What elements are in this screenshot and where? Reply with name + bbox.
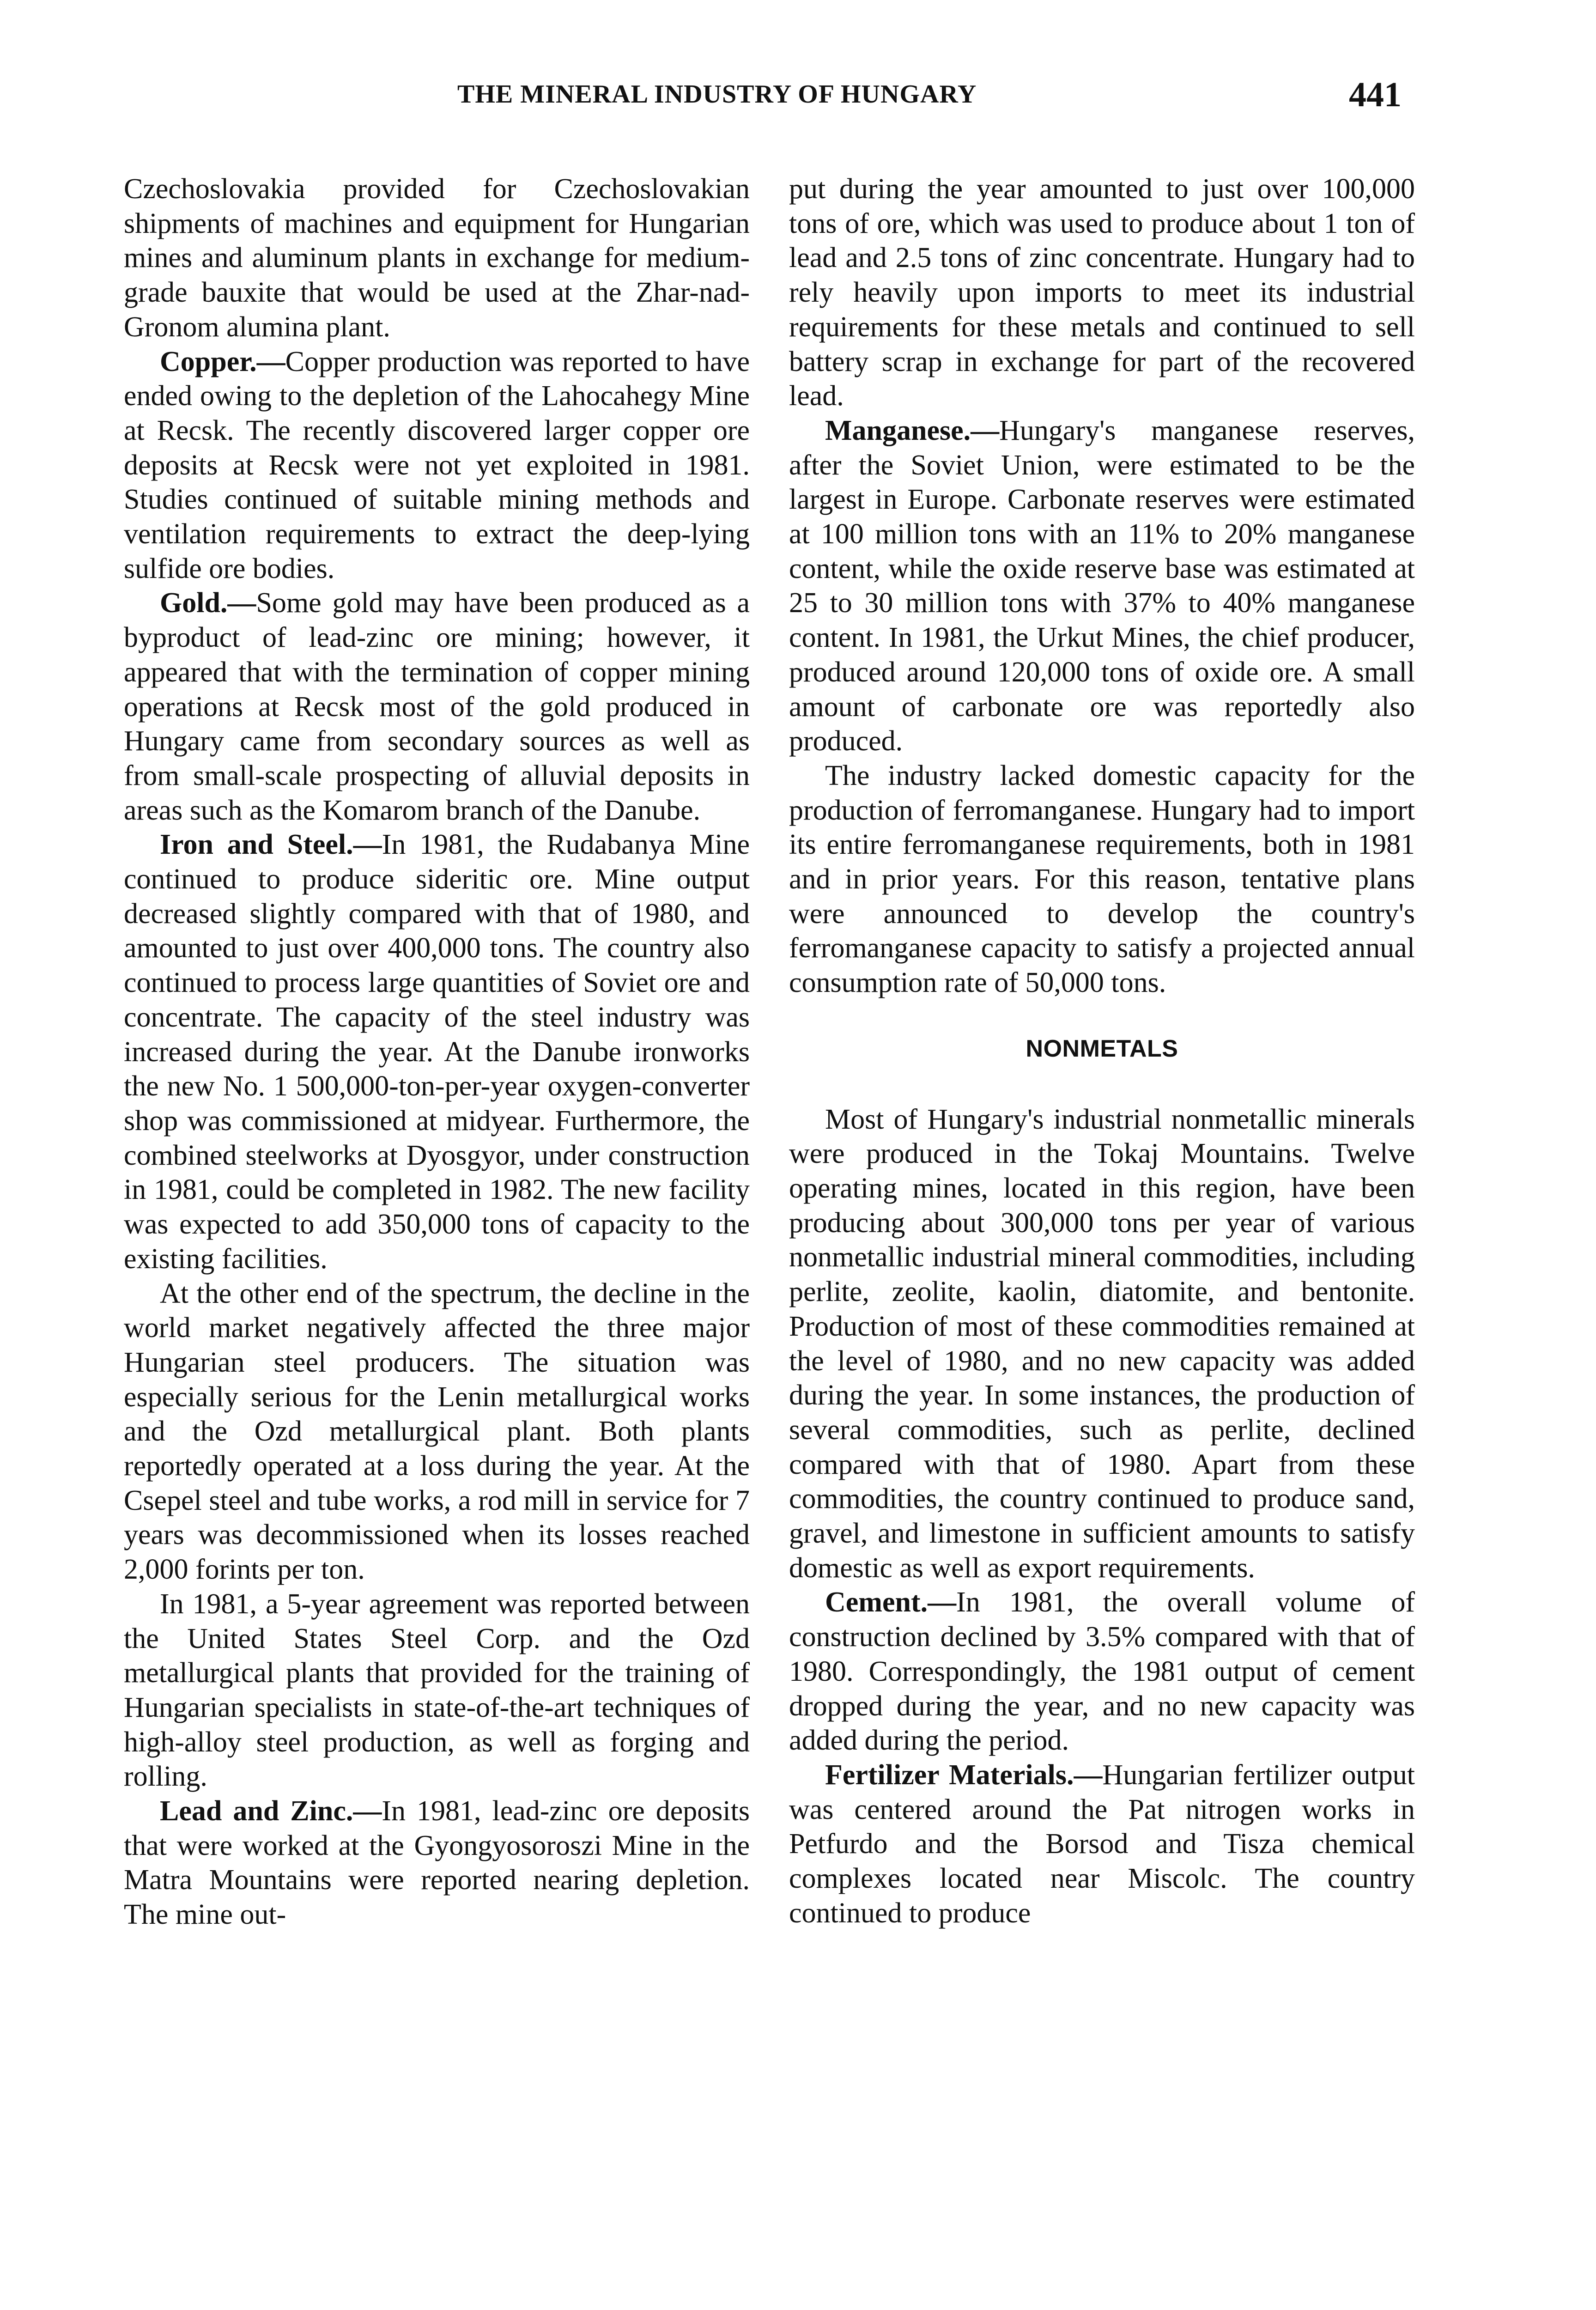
paragraph-us-steel-agreement xyxy=(124,1587,750,1794)
paragraph-text: In 1981, lead-zinc ore deposits that were worked at the Gyongyosoroszi Mine in the Matra Mountains were reported nearing depletion. The mine out- xyxy=(124,1795,750,1931)
paragraph-text: Hungarian fertilizer output was centered around the Pat nitrogen works in Petfurdo and the Borsod and Tisza chemical complexes located near Miscolc. The country continued to produce xyxy=(789,1759,1415,1929)
paragraph-text: In 1981, a 5-year agreement was reported between the United States Steel Corp. and the Ozd metallurgical plants that provided for the training of Hungarian specialists in state-of-the-art techniques of high-alloy steel production, as well as forging and rolling. xyxy=(124,1588,750,1793)
left-column xyxy=(124,172,750,1932)
paragraph-lead-zinc-continued xyxy=(789,172,1415,413)
paragraph-text: In 1981, the overall volume of construction declined by 3.5% compared with that of 1980. Correspondingly, the 1981 output of cement dropped during the year, and no new capacity was added during the period. xyxy=(789,1587,1415,1757)
run-in-heading-gold: Gold.— xyxy=(160,587,256,619)
paragraph-text: Most of Hungary's industrial nonmetallic minerals were produced in the Tokaj Mountains. Twelve operating mines, located in this region, have been producing about 300,000 tons per year of various nonmetallic industrial mineral commodities, including perlite, zeolite, kaolin, diatomite, and bentonite. Production of most of these commodities remained at the level of 1980, and no new capacity was added during the year. In some instances, the production of several commodities, such as perlite, declined compared with that of 1980. Apart from these commodities, the country continued to produce sand, gravel, and limestone in sufficient amounts to satisfy domestic as well as export requirements. xyxy=(789,1103,1415,1584)
run-in-heading-lead-and-zinc: Lead and Zinc.— xyxy=(160,1795,382,1827)
paragraph-nonmetals-overview xyxy=(789,1102,1415,1586)
paragraph-text: put during the year amounted to just over 100,000 tons of ore, which was used to produce about 1 ton of lead and 2.5 tons of zinc concentrate. Hungary had to rely heavily upon imports to meet its industrial requirements for these metals and continued to sell battery scrap in exchange for part of the recovered lead. xyxy=(789,173,1415,412)
paragraph-cement xyxy=(789,1585,1415,1758)
run-in-heading-copper: Copper.— xyxy=(160,346,285,377)
paragraph-gold xyxy=(124,586,750,827)
paragraph-lead-and-zinc xyxy=(124,1794,750,1932)
run-in-heading-iron-and-steel: Iron and Steel.— xyxy=(160,829,382,861)
run-in-heading-manganese: Manganese.— xyxy=(825,414,1000,446)
paragraph-text: Czechoslovakia provided for Czechoslovakian shipments of machines and equipment for Hungarian mines and aluminum plants in exchange for medium-grade bauxite that would be used at the Zhar-nad-Gronom alumina plant. xyxy=(124,173,750,343)
paragraph-text: Some gold may have been produced as a byproduct of lead-zinc ore mining; however, it appeared that with the termination of copper mining operations at Recsk most of the gold produced in Hungary came from secondary sources as well as from small-scale prospecting of alluvial deposits in areas such as the Komarom branch of the Danube. xyxy=(124,587,750,826)
paragraph-text: Copper production was reported to have ended owing to the depletion of the Lahocahegy Mine at Recsk. The recently discovered larger copper ore deposits at Recsk were not yet exploited in 1981. Studies continued of suitable mining methods and ventilation requirements to extract the deep-lying sulfide ore bodies. xyxy=(124,346,750,584)
paragraph-iron-and-steel xyxy=(124,827,750,1276)
paragraph-fertilizer-materials xyxy=(789,1758,1415,1931)
paragraph-text: In 1981, the Rudabanya Mine continued to produce sideritic ore. Mine output decreased slightly compared with that of 1980, and amounted to just over 400,000 tons. The country also continued to process large quantities of Soviet ore and concentrate. The capacity of the steel industry was increased during the year. At the Danube ironworks the new No. 1 500,000-ton-per-year oxygen-converter shop was commissioned at midyear. Furthermore, the combined steelworks at Dyosgyor, under construction in 1981, could be completed in 1982. The new facility was expected to add 350,000 tons of capacity to the existing facilities. xyxy=(124,829,750,1275)
page-number: 441 xyxy=(1349,75,1402,114)
run-in-heading-cement: Cement.— xyxy=(825,1587,957,1618)
paragraph-bauxite-exchange xyxy=(124,172,750,345)
paragraph-steel-producers xyxy=(124,1277,750,1587)
paragraph-text: The industry lacked domestic capacity for the production of ferromanganese. Hungary had to import its entire ferromanganese requirements, both in 1981 and in prior years. For this reason, tentative plans were announced to develop the country's ferromanganese capacity to satisfy a projected annual consumption rate of 50,000 tons. xyxy=(789,760,1415,999)
paragraph-manganese xyxy=(789,413,1415,759)
section-heading-nonmetals: NONMETALS xyxy=(1026,1035,1178,1062)
right-column xyxy=(789,172,1415,1930)
paragraph-text: At the other end of the spectrum, the decline in the world market negatively affected the three major Hungarian steel producers. The situation was especially serious for the Lenin metallurgical works and the Ozd metallurgical plant. Both plants reportedly operated at a loss during the year. At the Csepel steel and tube works, a rod mill in service for 7 years was decommissioned when its losses reached 2,000 forints per ton. xyxy=(124,1277,750,1586)
paragraph-copper xyxy=(124,345,750,586)
paragraph-ferromanganese xyxy=(789,759,1415,1000)
paragraph-text: Hungary's manganese reserves, after the Soviet Union, were estimated to be the largest in Europe. Carbonate reserves were estimated at 100 million tons with an 11% to 20% manganese content, while the oxide reserve base was estimated at 25 to 30 million tons with 37% to 40% manganese content. In 1981, the Urkut Mines, the chief producer, produced around 120,000 tons of oxide ore. A small amount of carbonate ore was reportedly also produced. xyxy=(789,414,1415,757)
run-in-heading-fertilizer-materials: Fertilizer Materials.— xyxy=(825,1759,1103,1791)
running-head-title: THE MINERAL INDUSTRY OF HUNGARY xyxy=(457,80,977,109)
